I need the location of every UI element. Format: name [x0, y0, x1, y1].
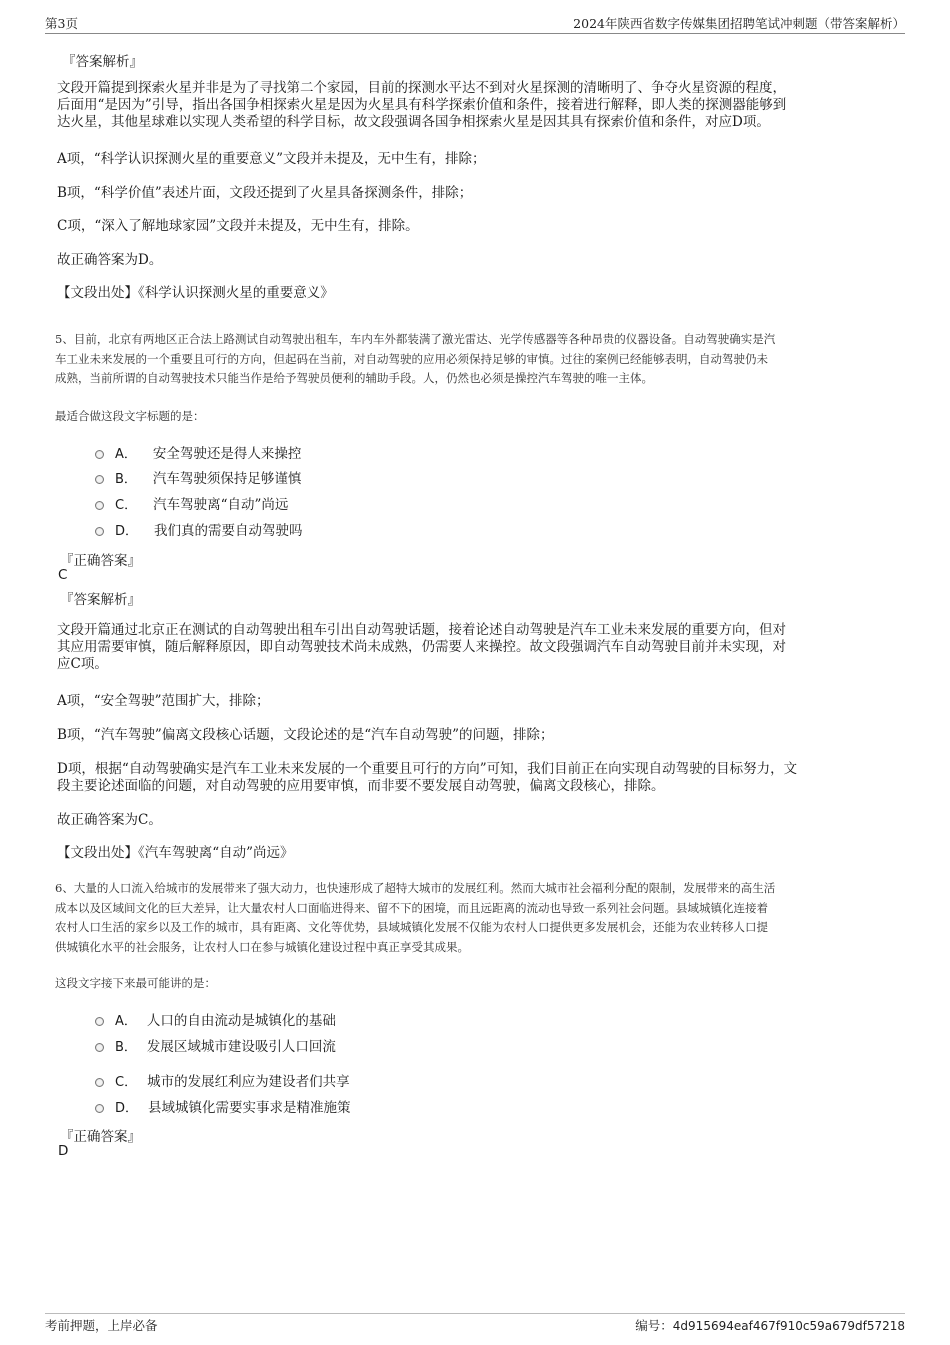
option-text: 城市的发展红利应为建设者们共享 [147, 1074, 350, 1090]
radio-button-icon[interactable] [95, 1078, 104, 1087]
q6-passage-line: 6、大量的人口流入给城市的发展带来了强大动力，也快速形成了超特大城市的发展红利。然而大城市社会福利分配的限制，发展带来的高生活 [55, 881, 776, 895]
q6-answer: D [58, 1143, 69, 1159]
q5-option-d-line: D项，根据“自动驾驶确实是汽车工业未来发展的一个重要且可行的方向”可知，我们目前正在向实现自动驾驶的目标努力，文 [57, 761, 798, 777]
q6-option-d[interactable] [95, 1097, 351, 1115]
q6-option-a[interactable] [95, 1010, 336, 1028]
q5-analysis-line: 应C项。 [57, 656, 108, 672]
radio-button-icon[interactable] [95, 1104, 104, 1113]
option-letter: B． [115, 1039, 137, 1055]
radio-button-icon[interactable] [95, 1043, 104, 1052]
option-text: 我们真的需要自动驾驶吗 [154, 523, 303, 539]
q4-option-a-analysis: A项，“科学认识探测火星的重要意义”文段并未提及，无中生有，排除； [57, 151, 486, 167]
option-letter: B． [115, 471, 137, 487]
q6-answer-label: 『正确答案』 [60, 1129, 141, 1145]
q4-conclusion: 故正确答案为D。 [57, 252, 163, 268]
q5-answer: C [58, 567, 68, 583]
q6-passage-line: 农村人口生活的家乡以及工作的城市，具有距离、文化等优势，县域城镇化发展不仅能为农村人口提供更多发展机会，还能为农业转移人口提 [55, 920, 768, 934]
q5-passage-line: 5、目前，北京有两地区正合法上路测试自动驾驶出租车，车内车外都装满了激光雷达、光学传感器等各种昂贵的仪器设备。自动驾驶确实是汽 [55, 332, 776, 346]
option-text: 汽车驾驶须保持足够谨慎 [152, 471, 302, 487]
q5-option-c[interactable] [95, 494, 288, 512]
q6-passage-line: 供城镇化水平的社会服务，让农村人口在参与城镇化建设过程中真正享受其成果。 [55, 939, 469, 954]
option-text: 发展区域城市建设吸引人口回流 [146, 1039, 336, 1055]
q5-option-b-analysis: B项，“汽车驾驶”偏离文段核心话题，文段论述的是“汽车自动驾驶”的问题，排除； [57, 727, 554, 743]
q5-answer-label: 『正确答案』 [60, 553, 141, 569]
q5-passage-line: 车工业未来发展的一个重要且可行的方向，但起码在当前，对自动驾驶的应用必须保持足够的审慎。过往的案例已经能够表明，自动驾驶仍未 [55, 351, 768, 366]
q5-source: 【文段出处】《汽车驾驶离“自动”尚远》 [57, 845, 294, 861]
q4-analysis-line: 文段开篇提到探索火星并非是为了寻找第二个家园，目前的探测水平达不到对火星探测的清晰明了、争夺火星资源的程度， [57, 80, 786, 96]
q5-option-a[interactable] [95, 443, 301, 461]
q5-analysis [57, 622, 887, 673]
q6-option-c[interactable] [95, 1071, 350, 1089]
q4-analysis-label: 『答案解析』 [62, 54, 143, 70]
q5-analysis-line: 其应用需要审慎，随后解释原因，即自动驾驶技术尚未成熟，仍需要人来操控。故文段强调汽车自动驾驶目前并未实现，对 [57, 639, 786, 655]
option-text: 安全驾驶还是得人来操控 [152, 446, 302, 462]
q5-option-b[interactable] [95, 468, 301, 486]
q6-prompt: 这段文字接下来最可能讲的是： [55, 976, 216, 990]
q6-passage [55, 879, 895, 957]
q5-conclusion: 故正确答案为C。 [57, 812, 162, 828]
q4-option-b-analysis: B项，“科学价值”表述片面，文段还提到了火星具备探测条件，排除； [57, 185, 473, 201]
footer-slogan: 考前押题，上岸必备 [45, 1318, 158, 1333]
document-id-label: 编号： [635, 1318, 673, 1333]
q4-source: 【文段出处】《科学认识探测火星的重要意义》 [57, 285, 334, 301]
q4-option-c-analysis: C项，“深入了解地球家园”文段并未提及，无中生有，排除。 [57, 218, 419, 234]
q5-option-d[interactable] [95, 520, 303, 538]
radio-button-icon[interactable] [95, 527, 104, 536]
q5-option-a-analysis: A项，“安全驾驶”范围扩大，排除； [57, 693, 270, 709]
q5-passage-line: 成熟，当前所谓的自动驾驶技术只能当作是给予驾驶员便利的辅助手段。人，仍然也必须是操控汽车驾驶的唯一主体。 [55, 371, 653, 385]
radio-button-icon[interactable] [95, 501, 104, 510]
option-text: 县域城镇化需要实事求是精准施策 [148, 1100, 351, 1116]
q4-analysis [57, 80, 887, 131]
radio-button-icon[interactable] [95, 1017, 104, 1026]
radio-button-icon[interactable] [95, 450, 104, 459]
option-text: 人口的自由流动是城镇化的基础 [146, 1013, 336, 1029]
q5-option-d-analysis [57, 761, 887, 795]
option-text: 汽车驾驶离“自动”尚远 [153, 497, 289, 513]
document-id [635, 1316, 905, 1334]
document-title: 2024年陕西省数字传媒集团招聘笔试冲刺题（带答案解析） [573, 16, 905, 31]
page-header [45, 14, 905, 34]
page-footer [45, 1313, 905, 1334]
q4-analysis-line: 达火星，其他星球难以实现人类希望的科学目标，故文段强调各国争相探索火星是因其具有探索价值和条件，对应D项。 [57, 114, 770, 130]
option-letter: C． [115, 497, 138, 513]
radio-button-icon[interactable] [95, 475, 104, 484]
document-id-value: 4d915694eaf467f910c59a679df57218 [672, 1319, 905, 1333]
q6-passage-line: 成本以及区域间文化的巨大差异，让大量农村人口面临进得来、留不下的困境，而且远距离的流动也导致一系列社会问题。县域城镇化连接着 [55, 900, 768, 915]
option-letter: C． [115, 1074, 138, 1090]
page-number: 第3页 [45, 16, 78, 31]
option-letter: A． [115, 446, 137, 462]
q5-option-d-line: 段主要论述面临的问题，对自动驾驶的应用要审慎，而非要不要发展自动驾驶，偏离文段核心，排除。 [57, 778, 665, 794]
q5-prompt: 最适合做这段文字标题的是： [55, 409, 205, 423]
q5-passage [55, 330, 895, 389]
q5-analysis-label: 『答案解析』 [60, 592, 141, 608]
q5-analysis-line: 文段开篇通过北京正在测试的自动驾驶出租车引出自动驾驶话题，接着论述自动驾驶是汽车工业未来发展的重要方向，但对 [57, 622, 786, 638]
option-letter: D． [115, 523, 139, 539]
option-letter: D． [115, 1100, 139, 1116]
q4-analysis-line: 后面用“是因为”引导，指出各国争相探索火星是因为火星具有科学探索价值和条件，接着进行解释，即人类的探测器能够到 [57, 97, 787, 113]
option-letter: A． [115, 1013, 137, 1029]
q6-option-b[interactable] [95, 1036, 336, 1054]
